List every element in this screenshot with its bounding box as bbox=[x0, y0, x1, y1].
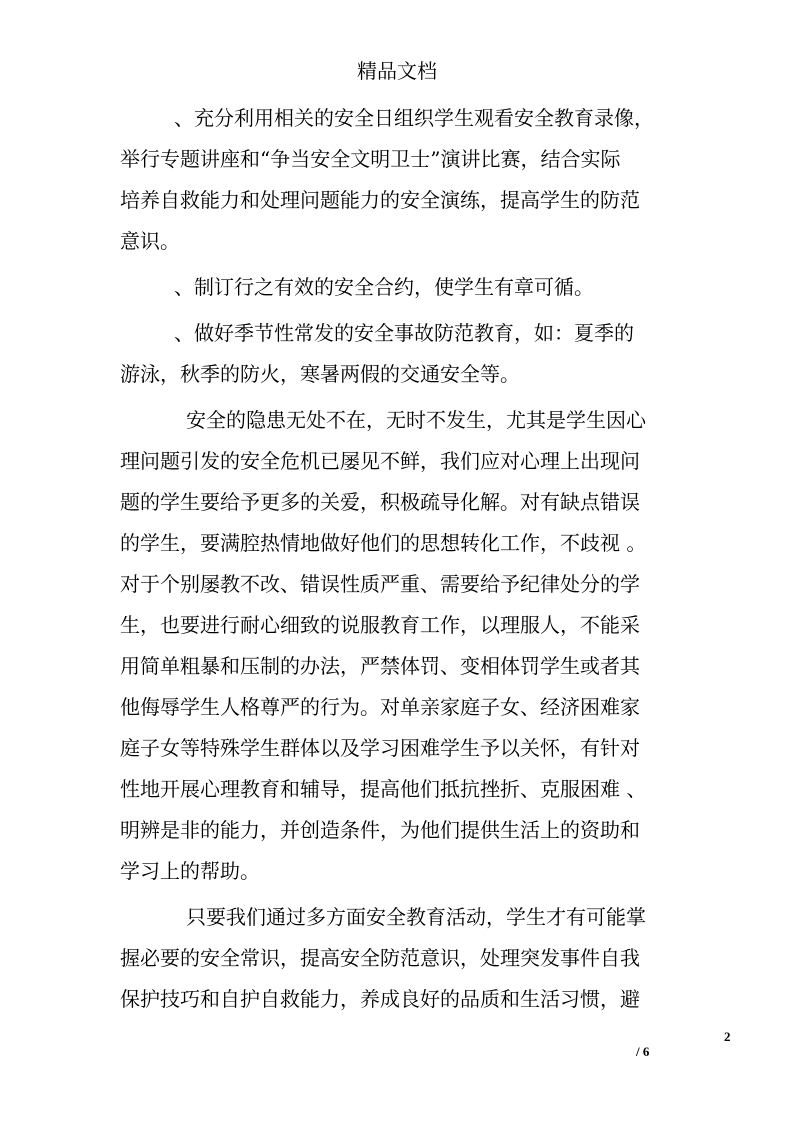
text-line: 、做好季节性常发的安全事故防范教育，如：夏季的 bbox=[174, 321, 634, 345]
text-line: 游泳，秋季的防火，寒暑两假的交通安全等。 bbox=[120, 362, 520, 386]
paragraph bbox=[120, 400, 676, 892]
text-line: 生，也要进行耐心细致的说服教育工作，以理服人，不能采 bbox=[120, 613, 640, 637]
page-number: 2 bbox=[724, 1029, 731, 1044]
page-total: / 6 bbox=[636, 1044, 650, 1059]
paragraph bbox=[120, 98, 676, 262]
text-line: 理问题引发的安全危机已屡见不鲜，我们应对心理上出现问 bbox=[120, 449, 640, 473]
text-line: 培养自救能力和处理问题能力的安全演练，提高学生的防范 bbox=[120, 188, 640, 212]
text-line: 安全的隐患无处不在，无时不发生，尤其是学生因心 bbox=[186, 408, 646, 432]
document-body bbox=[120, 98, 676, 1020]
page-header-title: 精品文档 bbox=[357, 59, 437, 83]
text-line: 学习上的帮助。 bbox=[120, 859, 260, 883]
text-line: 握必要的安全常识，提高安全防范意识，处理突发事件自我 bbox=[120, 946, 640, 970]
text-line: 庭子女等特殊学生群体以及学习困难学生予以关怀，有针对 bbox=[120, 736, 640, 760]
text-line: 意识。 bbox=[120, 229, 180, 253]
text-line: 的学生，要满腔热情地做好他们的思想转化工作，不歧视 。 bbox=[120, 531, 647, 555]
text-line: 保护技巧和自护自救能力，养成良好的品质和生活习惯，避 bbox=[120, 987, 640, 1011]
text-line: 性地开展心理教育和辅导，提高他们抵抗挫折、克服困难 、 bbox=[120, 777, 647, 801]
text-line: 举行专题讲座和“争当安全文明卫士”演讲比赛，结合实际 bbox=[120, 147, 621, 171]
text-line: 只要我们通过多方面安全教育活动，学生才有可能掌 bbox=[186, 905, 646, 929]
text-line: 他侮辱学生人格尊严的行为。对单亲家庭子女、经济困难家 bbox=[120, 695, 640, 719]
paragraph bbox=[120, 313, 676, 395]
paragraph bbox=[120, 267, 676, 308]
text-line: 明辨是非的能力，并创造条件，为他们提供生活上的资助和 bbox=[120, 818, 640, 842]
text-line: 、充分利用相关的安全日组织学生观看安全教育录像， bbox=[174, 106, 654, 130]
text-line: 对于个别屡教不改、错误性质严重、需要给予纪律处分的学 bbox=[120, 572, 640, 596]
paragraph bbox=[120, 897, 676, 1020]
text-line: 用简单粗暴和压制的办法，严禁体罚、变相体罚学生或者其 bbox=[120, 654, 640, 678]
text-line: 题的学生要给予更多的关爱，积极疏导化解。对有缺点错误 bbox=[120, 490, 640, 514]
text-line: 、制订行之有效的安全合约，使学生有章可循。 bbox=[174, 275, 594, 299]
